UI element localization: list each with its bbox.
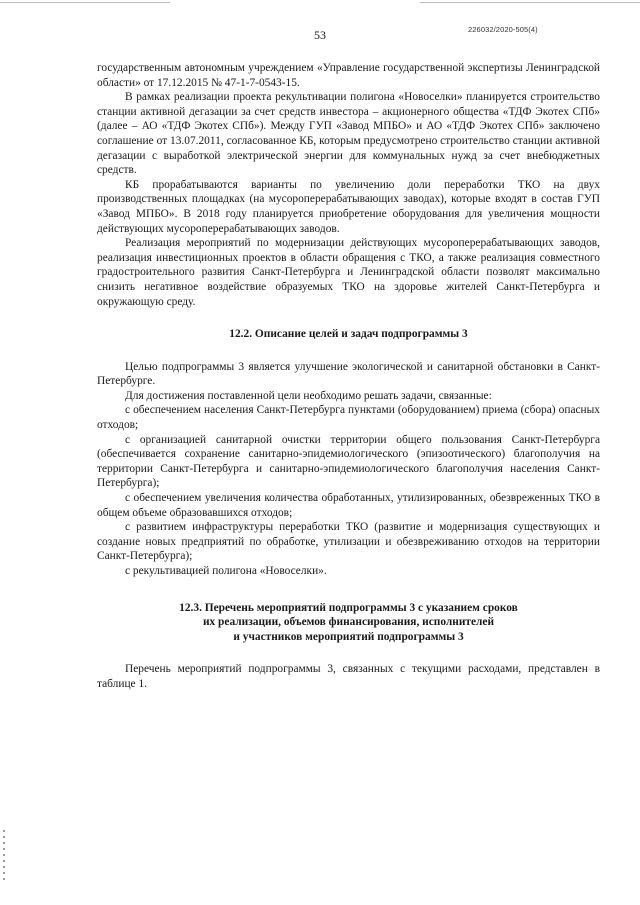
paragraph: Целью подпрограммы 3 является улучшение экологической и санитарной обстановки в Санкт-Петербурге. [97,360,600,388]
section-heading: 12.2. Описание целей и задач подпрограммы 3 [229,328,468,341]
paragraph: Для достижения поставленной цели необходимо решать задачи, связанные: [125,389,492,402]
section-heading: и участников мероприятий подпрограммы 3 [233,630,464,643]
list-item: с организацией санитарной очистки территории общего пользования Санкт-Петербурга (обеспечивается сохранение санитарно-эпидемиологического (эпизоотического) благополучия на территории Санкт-Петербурга и санитарно-эпидемиологического благополучия населения Санкт-Петербурга); [97,433,600,490]
list-item: с развитием инфраструктуры переработки ТКО (развитие и модернизация существующих и создание новых предприятий по обработке, утилизации и обезвреживанию отходов на территории Санкт-Петербурга); [97,521,600,563]
section-heading: их реализации, объемов финансирования, исполнителей [202,616,495,629]
paragraph: В рамках реализации проекта рекультивации полигона «Новоселки» планируется строительство станции активной дегазации за счет средств инвестора – акционерного общества «ТДФ Экотех СПб» (далее – АО «ТДФ Экотех СПб»). Между ГУП «Завод МПБО» и АО «ТДФ Экотех СПб» заключено соглашение от 13.07.2011, согласованное КБ, которым предусмотрено строительство станции активной дегазации с выработкой электрической энергии для коммунальных нужд за счет внебюджетных средств. [97,91,600,177]
list-item: с обеспечением увеличения количества обработанных, утилизированных, обезвреженных ТКО в общем объеме образовавшихся отходов; [97,492,600,519]
paragraph: Перечень мероприятий подпрограммы 3, связанных с текущими расходами, представлен в таблице 1. [97,663,600,690]
list-item: с обеспечением населения Санкт-Петербурга пунктами (оборудованием) приема (сбора) опасных отходов; [97,404,600,432]
paragraph: Реализация мероприятий по модернизации действующих мусороперерабатывающих заводов, реализация инвестиционных проектов в области обращения с ТКО, а также реализация совместного градостроительного развития Санкт-Петербурга и Ленинградской области позволят максимально снизить негативное воздействие образуемых ТКО на здоровье жителей Санкт-Петербурга и окружающую среду. [97,237,600,308]
top-rule-right [420,2,640,3]
margin-marks [3,830,5,880]
document-code: 226032/2020-505(4) [468,25,538,34]
list-item: с рекультивацией полигона «Новоселки». [125,565,327,577]
top-rule-left [0,2,170,3]
section-heading: 12.3. Перечень мероприятий подпрограммы 3 с указанием сроков [179,601,518,614]
page-number: 53 [314,28,326,42]
paragraph: государственным автономным учреждением «Управление государственной экспертизы Ленинградской области» от 17.12.2015 № 47-1-7-0543-15. [97,62,600,89]
paragraph: КБ прорабатываются варианты по увеличению доли переработки ТКО на двух производственных площадках (на мусороперерабатывающих заводах), которые входят в состав ГУП «Завод МПБО». В 2018 году планируется приобретение оборудования для увеличения мощности действующих мусороперерабатывающих заводов. [97,178,600,235]
document-body [97,61,600,692]
